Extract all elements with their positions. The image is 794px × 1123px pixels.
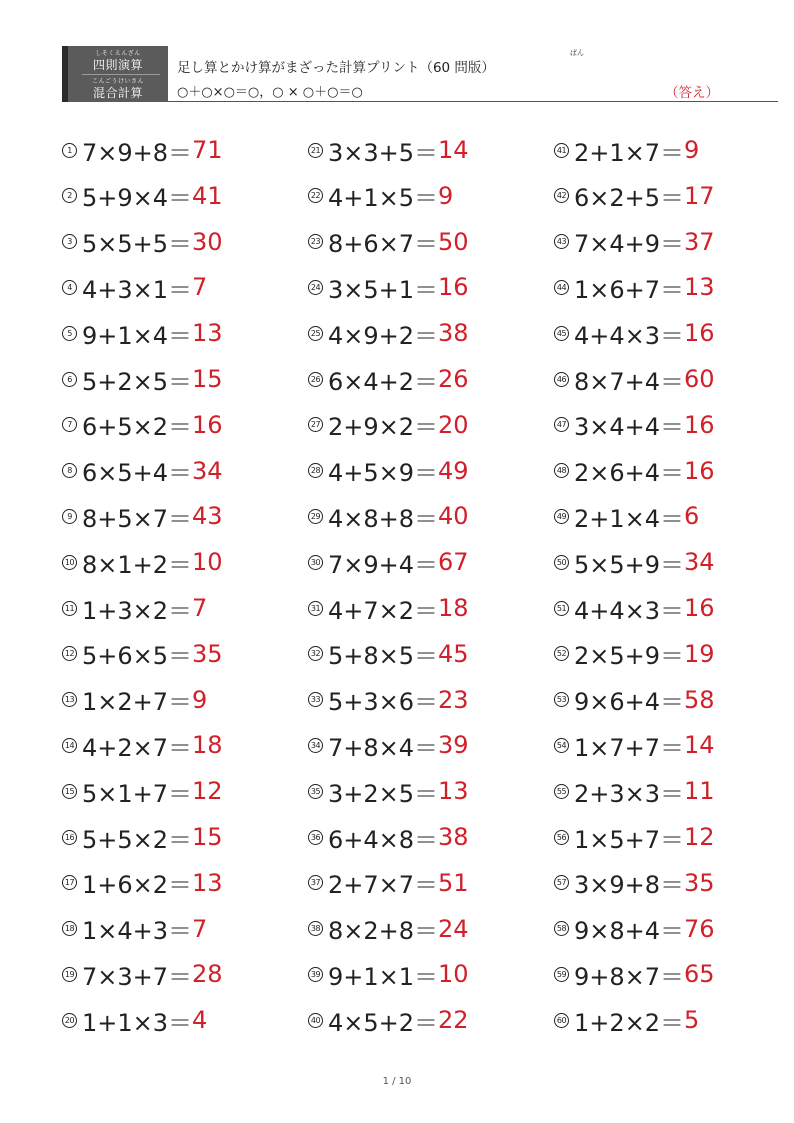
problem-expression: 7×4+9＝ xyxy=(574,230,685,259)
problem-number: 49 xyxy=(554,509,569,524)
problem-answer: 65 xyxy=(684,960,715,989)
problem-expression: 3×5+1＝ xyxy=(328,275,439,304)
problem-expression: 1+3×2＝ xyxy=(82,596,193,625)
problem-item xyxy=(62,680,302,720)
problem-item xyxy=(62,222,302,262)
problem-answer: 20 xyxy=(438,410,469,439)
problem-number: 2 xyxy=(62,188,77,203)
problem-item xyxy=(308,222,548,262)
problem-number: 8 xyxy=(62,463,77,478)
problem-item xyxy=(62,313,302,353)
problem-item xyxy=(308,1000,548,1040)
problem-answer: 13 xyxy=(438,777,469,806)
problem-expression: 5+3×6＝ xyxy=(328,688,439,717)
badge-divider xyxy=(82,74,160,75)
problem-answer: 38 xyxy=(438,823,469,851)
problem-number: 27 xyxy=(308,417,323,432)
problem-item xyxy=(308,496,548,536)
header-rule xyxy=(168,101,778,102)
problem-expression: 1+1×3＝ xyxy=(82,1008,193,1037)
problem-number: 60 xyxy=(554,1013,569,1028)
problem-item xyxy=(308,817,548,857)
problem-number: 50 xyxy=(554,555,569,570)
problem-number: 29 xyxy=(308,509,323,524)
problem-item xyxy=(308,954,548,994)
problem-item xyxy=(62,725,302,765)
problem-item xyxy=(554,267,794,307)
problem-item xyxy=(554,863,794,903)
problem-answer: 58 xyxy=(684,685,715,714)
problem-number: 9 xyxy=(62,509,77,524)
problem-number: 1 xyxy=(62,143,77,158)
problem-expression: 1+6×2＝ xyxy=(82,871,193,900)
problem-item xyxy=(554,222,794,262)
problem-answer: 41 xyxy=(192,181,223,210)
problem-number: 57 xyxy=(554,875,569,890)
problem-answer: 16 xyxy=(684,319,715,348)
problem-number: 17 xyxy=(62,875,77,890)
title-ruby: ばん xyxy=(570,49,584,57)
problem-answer: 51 xyxy=(438,868,469,897)
problem-item xyxy=(308,680,548,720)
problem-expression: 4+2×7＝ xyxy=(82,733,193,762)
problem-item xyxy=(308,359,548,399)
problem-item xyxy=(554,405,794,445)
problem-expression: 9+1×1＝ xyxy=(328,962,439,991)
problem-item xyxy=(308,176,548,216)
problem-answer: 22 xyxy=(438,1006,469,1035)
problem-expression: 2+7×7＝ xyxy=(328,871,439,900)
problem-answer: 18 xyxy=(192,731,223,760)
problem-number: 39 xyxy=(308,967,323,982)
problem-item xyxy=(308,267,548,307)
problem-item xyxy=(554,496,794,536)
problem-expression: 2+1×4＝ xyxy=(574,504,685,533)
problem-item xyxy=(554,176,794,216)
problem-answer: 34 xyxy=(192,456,223,485)
problem-item xyxy=(308,130,548,170)
problem-number: 10 xyxy=(62,555,77,570)
problem-number: 55 xyxy=(554,784,569,799)
problem-answer: 11 xyxy=(684,777,715,806)
problem-expression: 8×2+8＝ xyxy=(328,917,439,946)
problem-expression: 1+2×2＝ xyxy=(574,1008,685,1037)
problem-expression: 1×2+7＝ xyxy=(82,688,193,717)
problem-item xyxy=(554,954,794,994)
problem-expression: 1×5+7＝ xyxy=(574,825,685,854)
problem-answer: 6 xyxy=(684,502,700,531)
problem-number: 4 xyxy=(62,280,77,295)
problem-expression: 9×6+4＝ xyxy=(574,688,685,717)
problem-item xyxy=(62,817,302,857)
problem-item xyxy=(62,771,302,811)
problem-number: 32 xyxy=(308,646,323,661)
problem-answer: 13 xyxy=(192,868,223,897)
problem-expression: 3+2×5＝ xyxy=(328,779,439,808)
problem-number: 19 xyxy=(62,967,77,982)
problem-expression: 3×4+4＝ xyxy=(574,413,685,442)
problem-number: 24 xyxy=(308,280,323,295)
problem-number: 25 xyxy=(308,326,323,341)
problem-expression: 5+9×4＝ xyxy=(82,184,193,213)
problem-answer: 34 xyxy=(684,548,715,577)
problem-number: 15 xyxy=(62,784,77,799)
problem-number: 7 xyxy=(62,417,77,432)
problem-item xyxy=(554,1000,794,1040)
badge-top-ruby: しそくえんざん xyxy=(95,50,141,57)
problem-answer: 45 xyxy=(438,639,469,668)
problem-item xyxy=(62,542,302,582)
problem-answer: 50 xyxy=(438,227,469,256)
problem-number: 46 xyxy=(554,372,569,387)
problem-number: 6 xyxy=(62,372,77,387)
problem-item xyxy=(308,771,548,811)
problem-expression: 2+3×3＝ xyxy=(574,779,685,808)
problem-number: 59 xyxy=(554,967,569,982)
problem-item xyxy=(308,634,548,674)
problem-item xyxy=(62,863,302,903)
problem-expression: 4+5×9＝ xyxy=(328,459,439,488)
problem-expression: 7×9+8＝ xyxy=(82,138,193,167)
problem-answer: 7 xyxy=(192,914,208,943)
problem-expression: 6+5×2＝ xyxy=(82,413,193,442)
problem-answer: 9 xyxy=(192,685,208,714)
problem-number: 3 xyxy=(62,234,77,249)
problem-answer: 12 xyxy=(192,777,223,806)
problem-number: 28 xyxy=(308,463,323,478)
problem-item xyxy=(62,496,302,536)
problem-number: 33 xyxy=(308,692,323,707)
problem-item xyxy=(62,1000,302,1040)
problem-number: 44 xyxy=(554,280,569,295)
problem-answer: 16 xyxy=(438,273,469,302)
problem-number: 58 xyxy=(554,921,569,936)
problem-number: 16 xyxy=(62,830,77,845)
problem-expression: 2+9×2＝ xyxy=(328,413,439,442)
problem-answer: 16 xyxy=(684,410,715,439)
problem-answer: 17 xyxy=(684,181,715,210)
problem-answer: 49 xyxy=(438,456,469,485)
problem-answer: 9 xyxy=(684,136,700,164)
problem-answer: 13 xyxy=(192,319,223,348)
problem-answer: 13 xyxy=(684,273,715,302)
problem-item xyxy=(554,909,794,949)
problem-expression: 8×7+4＝ xyxy=(574,367,685,396)
problem-number: 40 xyxy=(308,1013,323,1028)
problem-number: 18 xyxy=(62,921,77,936)
problem-item xyxy=(554,451,794,491)
problem-item xyxy=(62,588,302,628)
problem-answer: 14 xyxy=(684,731,715,760)
problem-expression: 5+6×5＝ xyxy=(82,642,193,671)
problem-answer: 10 xyxy=(192,548,223,577)
problem-item xyxy=(554,542,794,582)
problem-answer: 24 xyxy=(438,914,469,943)
problem-item xyxy=(554,313,794,353)
page-title: 足し算とかけ算がまざった計算プリント（60 問版） xyxy=(177,60,495,76)
problem-expression: 5+2×5＝ xyxy=(82,367,193,396)
problem-expression: 6+4×8＝ xyxy=(328,825,439,854)
problem-expression: 4×5+2＝ xyxy=(328,1008,439,1037)
page-subtitle: ○＋○×○＝○，○ × ○＋○＝○ xyxy=(177,85,363,100)
problem-expression: 8×1+2＝ xyxy=(82,550,193,579)
answer-label: （答え） xyxy=(665,85,719,101)
problem-answer: 43 xyxy=(192,502,223,531)
problem-answer: 16 xyxy=(684,456,715,485)
problem-answer: 37 xyxy=(684,227,715,256)
problem-item xyxy=(308,451,548,491)
problem-number: 52 xyxy=(554,646,569,661)
problem-expression: 8+6×7＝ xyxy=(328,230,439,259)
problem-answer: 67 xyxy=(438,548,469,577)
problem-number: 56 xyxy=(554,830,569,845)
problem-number: 41 xyxy=(554,143,569,158)
problem-answer: 40 xyxy=(438,502,469,531)
problem-number: 43 xyxy=(554,234,569,249)
problem-number: 5 xyxy=(62,326,77,341)
problem-answer: 15 xyxy=(192,365,223,393)
category-badge xyxy=(62,46,168,102)
problem-number: 31 xyxy=(308,601,323,616)
problem-number: 38 xyxy=(308,921,323,936)
problem-answer: 39 xyxy=(438,731,469,760)
problem-answer: 35 xyxy=(192,639,223,668)
problem-expression: 2×5+9＝ xyxy=(574,642,685,671)
problem-item xyxy=(62,130,302,170)
problem-expression: 3×3+5＝ xyxy=(328,138,439,167)
problem-number: 11 xyxy=(62,601,77,616)
problem-item xyxy=(308,863,548,903)
problem-number: 30 xyxy=(308,555,323,570)
problem-number: 26 xyxy=(308,372,323,387)
problem-answer: 19 xyxy=(684,639,715,668)
problem-item xyxy=(308,405,548,445)
problem-item xyxy=(554,588,794,628)
problem-answer: 28 xyxy=(192,960,223,989)
problem-expression: 7×3+7＝ xyxy=(82,962,193,991)
problem-expression: 6×5+4＝ xyxy=(82,459,193,488)
problem-number: 23 xyxy=(308,234,323,249)
problem-answer: 15 xyxy=(192,823,223,851)
problem-answer: 4 xyxy=(192,1006,208,1035)
problem-number: 12 xyxy=(62,646,77,661)
problem-number: 20 xyxy=(62,1013,77,1028)
problem-expression: 2×6+4＝ xyxy=(574,459,685,488)
problem-number: 13 xyxy=(62,692,77,707)
problem-expression: 1×6+7＝ xyxy=(574,275,685,304)
page-number: 1 / 10 xyxy=(382,1076,412,1087)
problem-expression: 4+7×2＝ xyxy=(328,596,439,625)
problem-expression: 5×5+9＝ xyxy=(574,550,685,579)
problem-expression: 6×2+5＝ xyxy=(574,184,685,213)
problem-item xyxy=(554,725,794,765)
problem-expression: 7+8×4＝ xyxy=(328,733,439,762)
problem-answer: 10 xyxy=(438,960,469,989)
problem-answer: 9 xyxy=(438,181,454,210)
problem-expression: 8+5×7＝ xyxy=(82,504,193,533)
problem-answer: 12 xyxy=(684,823,715,851)
problem-answer: 23 xyxy=(438,685,469,714)
problem-item xyxy=(308,725,548,765)
problem-item xyxy=(62,954,302,994)
problem-expression: 1×7+7＝ xyxy=(574,733,685,762)
problem-expression: 2+1×7＝ xyxy=(574,138,685,167)
problem-expression: 5+8×5＝ xyxy=(328,642,439,671)
problem-expression: 4+4×3＝ xyxy=(574,321,685,350)
problem-answer: 26 xyxy=(438,365,469,393)
problem-answer: 60 xyxy=(684,365,715,393)
problem-item xyxy=(308,313,548,353)
problem-number: 42 xyxy=(554,188,569,203)
badge-bottom-label: 混合計算 xyxy=(92,86,143,100)
problem-expression: 4+1×5＝ xyxy=(328,184,439,213)
badge-bottom-ruby: こんごうけいさん xyxy=(91,78,144,85)
problem-number: 53 xyxy=(554,692,569,707)
problem-expression: 9×8+4＝ xyxy=(574,917,685,946)
problem-number: 21 xyxy=(308,143,323,158)
problem-number: 35 xyxy=(308,784,323,799)
problem-answer: 7 xyxy=(192,594,208,622)
problem-item xyxy=(308,588,548,628)
problem-item xyxy=(554,130,794,170)
problem-expression: 9+8×7＝ xyxy=(574,962,685,991)
problem-item xyxy=(308,542,548,582)
problem-item xyxy=(62,909,302,949)
problem-expression: 5+5×2＝ xyxy=(82,825,193,854)
problem-expression: 4+4×3＝ xyxy=(574,596,685,625)
problem-expression: 5×1+7＝ xyxy=(82,779,193,808)
problem-answer: 35 xyxy=(684,868,715,897)
problem-item xyxy=(308,909,548,949)
problem-expression: 4×9+2＝ xyxy=(328,321,439,350)
problem-number: 37 xyxy=(308,875,323,890)
problem-answer: 30 xyxy=(192,227,223,256)
problem-number: 34 xyxy=(308,738,323,753)
problem-number: 48 xyxy=(554,463,569,478)
problem-expression: 9+1×4＝ xyxy=(82,321,193,350)
problem-item xyxy=(62,359,302,399)
problem-expression: 6×4+2＝ xyxy=(328,367,439,396)
problem-expression: 4+3×1＝ xyxy=(82,275,193,304)
problem-item xyxy=(62,176,302,216)
problem-number: 36 xyxy=(308,830,323,845)
problem-item xyxy=(62,634,302,674)
worksheet-header xyxy=(62,46,778,102)
problem-expression: 4×8+8＝ xyxy=(328,504,439,533)
problem-item xyxy=(554,634,794,674)
problem-answer: 38 xyxy=(438,319,469,348)
problem-expression: 3×9+8＝ xyxy=(574,871,685,900)
problem-number: 45 xyxy=(554,326,569,341)
problem-item xyxy=(554,359,794,399)
problem-answer: 16 xyxy=(192,410,223,439)
problem-expression: 1×4+3＝ xyxy=(82,917,193,946)
problem-answer: 14 xyxy=(438,136,469,164)
problem-answer: 76 xyxy=(684,914,715,943)
problem-number: 47 xyxy=(554,417,569,432)
problem-expression: 5×5+5＝ xyxy=(82,230,193,259)
problem-item xyxy=(554,680,794,720)
problem-item xyxy=(62,405,302,445)
problem-item xyxy=(554,771,794,811)
problem-expression: 7×9+4＝ xyxy=(328,550,439,579)
problem-number: 51 xyxy=(554,601,569,616)
problem-answer: 18 xyxy=(438,594,469,622)
problem-item xyxy=(554,817,794,857)
problem-answer: 5 xyxy=(684,1006,700,1035)
problem-answer: 7 xyxy=(192,273,208,302)
badge-top-label: 四則演算 xyxy=(92,58,143,72)
problem-number: 22 xyxy=(308,188,323,203)
problem-item xyxy=(62,451,302,491)
problem-answer: 71 xyxy=(192,136,223,164)
problem-number: 54 xyxy=(554,738,569,753)
problem-number: 14 xyxy=(62,738,77,753)
problem-answer: 16 xyxy=(684,594,715,622)
problem-item xyxy=(62,267,302,307)
